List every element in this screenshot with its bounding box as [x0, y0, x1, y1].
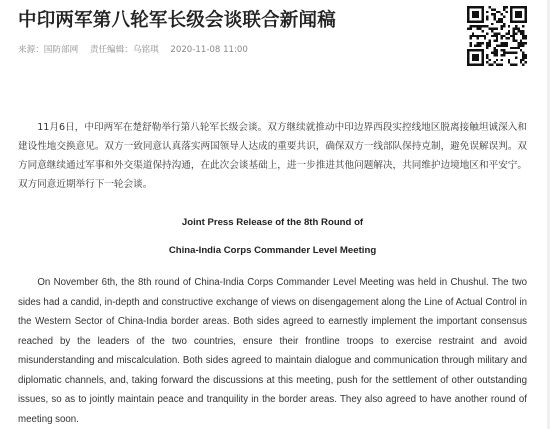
- article-body: [18, 118, 527, 429]
- english-title-line-1: Joint Press Release of the 8th Round of: [181, 217, 364, 228]
- english-title-line-2: China-India Corps Commander Level Meeting: [168, 245, 377, 256]
- article-source: 来源：国防部网: [18, 45, 79, 55]
- chinese-paragraph: 11月6日，中印两军在楚舒勒举行第八轮军长级会谈。双方继续就推动中印边界西段实控线地区脱离接触坦诚深入和建设性地交换意见。双方一致同意认真落实两国领导人达成的重要共识，确保双方一线部队保持克制，避免误解误判。双方同意继续通过军事和外交渠道保持沟通，在此次会谈基础上，进一步推进其他问题解决，共同维护边境地区和平安宁。双方同意近期举行下一轮会谈。: [18, 122, 527, 190]
- article-meta: [18, 43, 448, 55]
- article-title: 中印两军第八轮军长级会谈联合新闻稿: [18, 10, 336, 31]
- qr-code-icon: [467, 6, 527, 66]
- english-paragraph: On November 6th, the 8th round of China-India Corps Commander Level Meeting was held in Chushul. The two sides had a candid, in-depth and constructive exchange of views on disengagement along the Line of Actual Control in the Western Sector of China-India border areas. Both sides agreed to earnestly implement the important consensus reached by the leaders of the two countries, ensure their frontline troops to exercise restraint and avoid misunderstanding and miscalculation. Both sides agreed to maintain dialogue and communication through military and diplomatic channels, and, taking forward the discussions at this meeting, push for the settlement of other outstanding issues, so as to jointly maintain peace and tranquility in the border areas. They also agreed to have another round of meeting soon.: [18, 277, 527, 425]
- article-header: [18, 8, 448, 55]
- article-datetime: 2020-11-08 11:00: [170, 45, 248, 55]
- article-editor: 责任编辑：乌铭琪: [89, 45, 159, 55]
